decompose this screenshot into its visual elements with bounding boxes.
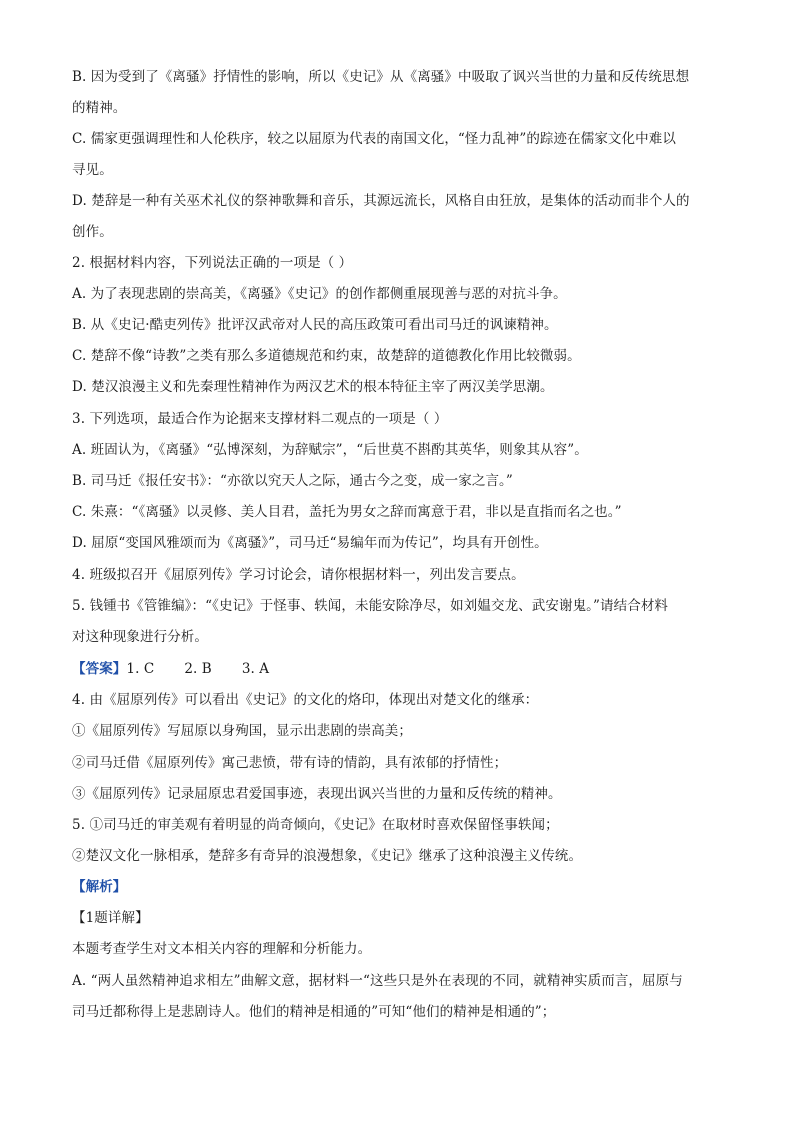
q5-stem-line2: 对这种现象进行分析。 [72,629,208,645]
q1-option-b-line1: B. 因为受到了《离骚》抒情性的影响，所以《史记》从《离骚》中吸取了讽兴当世的力量和反传统思想 [72,69,690,85]
analysis-option-a-line2: 司马迁都称得上是悲剧诗人。他们的精神是相通的”可知“他们的精神是相通的”； [72,1004,556,1020]
answer4-point3: ③《屈原列传》记录屈原忠君爱国事迹，表现出讽兴当世的力量和反传统的精神。 [72,786,562,802]
q1-option-b-line2: 的精神。 [72,100,127,116]
analysis-q1-heading: 【1题详解】 [72,910,149,926]
q3-stem: 3. 下列选项，最适合作为论据来支撑材料二观点的一项是（ ） [72,411,448,427]
q5-stem-line1: 5. 钱锺书《管锥编》：“《史记》于怪事、轶闻，未能安除净尽，如刘媪交龙、武安谢鬼。”请结合材料 [72,598,669,614]
answer-3: 3. A [241,661,270,677]
answer4-point2: ②司马迁借《屈原列传》寓己悲愤，带有诗的情韵，具有浓郁的抒情性； [72,755,508,771]
q3-option-c: C. 朱熹：“《离骚》以灵修、美人目君，盖托为男女之辞而寓意于君，非以是直指而名之也。” [72,504,622,520]
q3-option-d: D. 屈原“变国风雅颂而为《离骚》”，司马迁“易编年而为传记”，均具有开创性。 [72,535,548,551]
q2-option-d: D. 楚汉浪漫主义和先秦理性精神作为两汉艺术的根本特征主宰了两汉美学思潮。 [72,379,554,395]
answer4-point1: ①《屈原列传》写屈原以身殉国，显示出悲剧的崇高美； [72,723,412,739]
q2-option-b: B. 从《史记·酷吏列传》批评汉武帝对人民的高压政策可看出司马迁的讽谏精神。 [72,317,558,333]
answer5-point1: 5. ①司马迁的审美观有着明显的尚奇倾向，《史记》在取材时喜欢保留怪事轶闻； [72,817,559,833]
q1-option-d-line2: 创作。 [72,224,113,240]
q1-option-d-line1: D. 楚辞是一种有关巫术礼仪的祭神歌舞和音乐，其源远流长，风格自由狂放，是集体的活动而非个人的 [72,193,690,209]
answer4-intro: 4. 由《屈原列传》可以看出《史记》的文化的烙印，体现出对楚文化的继承： [72,692,539,708]
analysis-intro: 本题考查学生对文本相关内容的理解和分析能力。 [72,941,372,957]
q2-option-c: C. 楚辞不像“诗教”之类有那么多道德规范和约束，故楚辞的道德教化作用比较微弱。 [72,348,581,364]
answer-2: 2. B [184,661,212,677]
q4-stem: 4. 班级拟召开《屈原列传》学习讨论会，请你根据材料一，列出发言要点。 [72,567,525,583]
q3-option-b: B. 司马迁《报任安书》：“亦欲以究天人之际，通古今之变，成一家之言。” [72,473,513,489]
q2-stem: 2. 根据材料内容，下列说法正确的一项是（ ） [72,255,353,271]
q3-option-a: A. 班固认为，《离骚》“弘博深刻，为辞赋宗”，“后世莫不斟酌其英华，则象其从容”。 [72,442,588,458]
q2-option-a: A. 为了表现悲剧的崇高美，《离骚》《史记》的创作都侧重展现善与恶的对抗斗争。 [72,286,567,302]
q1-option-c-line1: C. 儒家更强调理性和人伦秩序，较之以屈原为代表的南国文化，“怪力乱神”的踪迹在儒家文化中难以 [72,131,676,147]
answer-row [72,659,722,679]
answer5-point2: ②楚汉文化一脉相承，楚辞多有奇异的浪漫想象，《史记》继承了这种浪漫主义传统。 [72,848,583,864]
answer-1: 1. C [126,661,155,677]
q1-option-c-line2: 寻见。 [72,162,113,178]
analysis-label: 【解析】 [72,879,127,895]
answer-label: 【答案】 [72,661,127,677]
analysis-option-a-line1: A. “两人虽然精神追求相左”曲解文意，据材料一“这些只是外在表现的不同，就精神实质而言，屈原与 [72,973,683,989]
